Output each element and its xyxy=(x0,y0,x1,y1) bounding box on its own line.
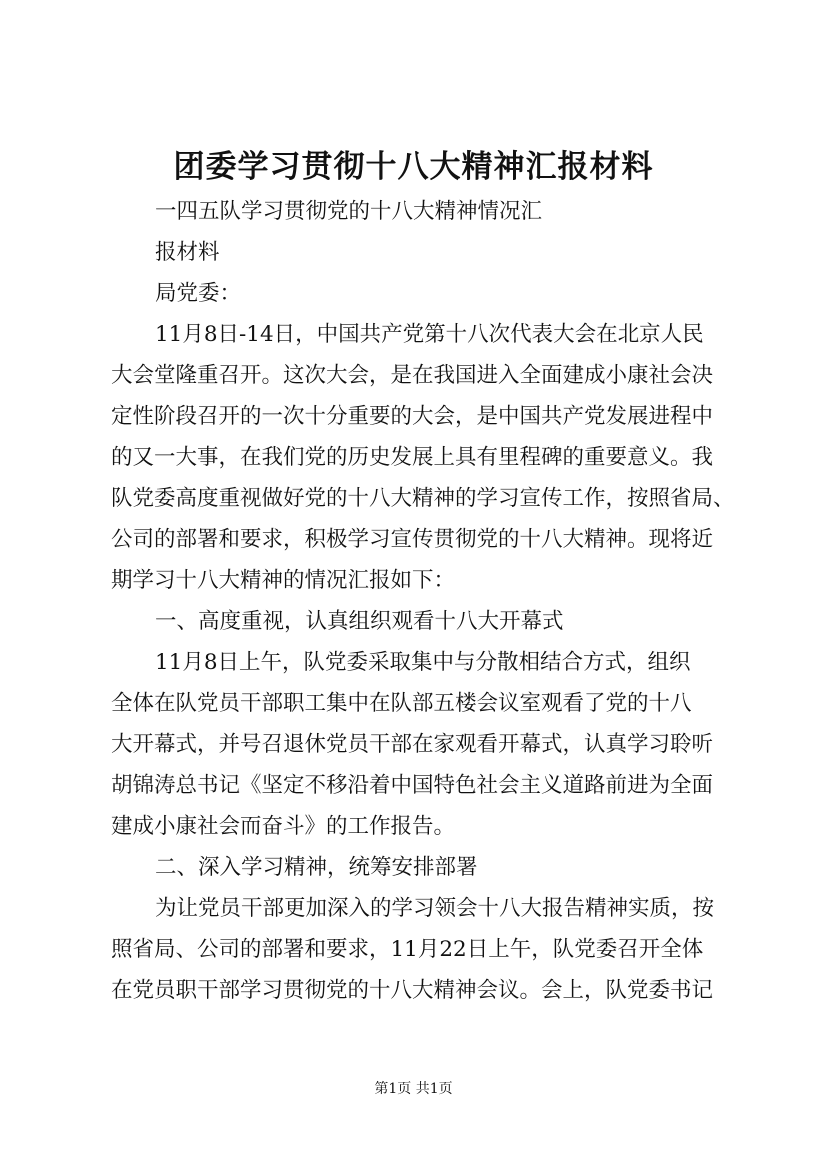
paragraph-line: 大开幕式，并号召退休党员干部在家观看开幕式，认真学习聆听 xyxy=(111,732,714,757)
paragraph-line: 为让党员干部更加深入的学习领会十八大报告精神实质，按 xyxy=(155,896,715,921)
paragraph-line: 11月8日-14日，中国共产党第十八次代表大会在北京人民 xyxy=(155,322,704,347)
document-title: 团委学习贯彻十八大精神汇报材料 xyxy=(173,149,654,185)
paragraph-line: 照省局、公司的部署和要求，11月22日上午，队党委召开全体 xyxy=(111,937,704,962)
paragraph-line: 定性阶段召开的一次十分重要的大会，是中国共产党发展进程中 xyxy=(111,404,714,429)
section-heading: 一、高度重视，认真组织观看十八大开幕式 xyxy=(155,609,564,634)
page-footer: 第1页 共1页 xyxy=(374,1081,453,1097)
paragraph-line: 一四五队学习贯彻党的十八大精神情况汇 xyxy=(155,199,543,224)
paragraph-line: 在党员职干部学习贯彻党的十八大精神会议。会上，队党委书记 xyxy=(111,978,714,1003)
paragraph-line: 队党委高度重视做好党的十八大精神的学习宣传工作，按照省局、 xyxy=(111,486,735,511)
section-heading: 二、深入学习精神，统筹安排部署 xyxy=(155,855,478,880)
document-body xyxy=(111,191,735,1011)
paragraph-line: 期学习十八大精神的情况汇报如下： xyxy=(111,568,456,593)
paragraph-line: 报材料 xyxy=(155,240,220,265)
paragraph-line: 全体在队党员干部职工集中在队部五楼会议室观看了党的十八 xyxy=(111,691,692,716)
paragraph-line: 建成小康社会而奋斗》的工作报告。 xyxy=(111,814,456,839)
paragraph-line: 11月8日上午，队党委采取集中与分散相结合方式，组织 xyxy=(155,650,691,675)
paragraph-line: 大会堂隆重召开。这次大会，是在我国进入全面建成小康社会决 xyxy=(111,363,714,388)
paragraph-line: 胡锦涛总书记《坚定不移沿着中国特色社会主义道路前进为全面 xyxy=(111,773,714,798)
paragraph-line: 的又一大事，在我们党的历史发展上具有里程碑的重要意义。我 xyxy=(111,445,714,470)
paragraph-line: 局党委： xyxy=(155,281,242,306)
paragraph-line: 公司的部署和要求，积极学习宣传贯彻党的十八大精神。现将近 xyxy=(111,527,714,552)
